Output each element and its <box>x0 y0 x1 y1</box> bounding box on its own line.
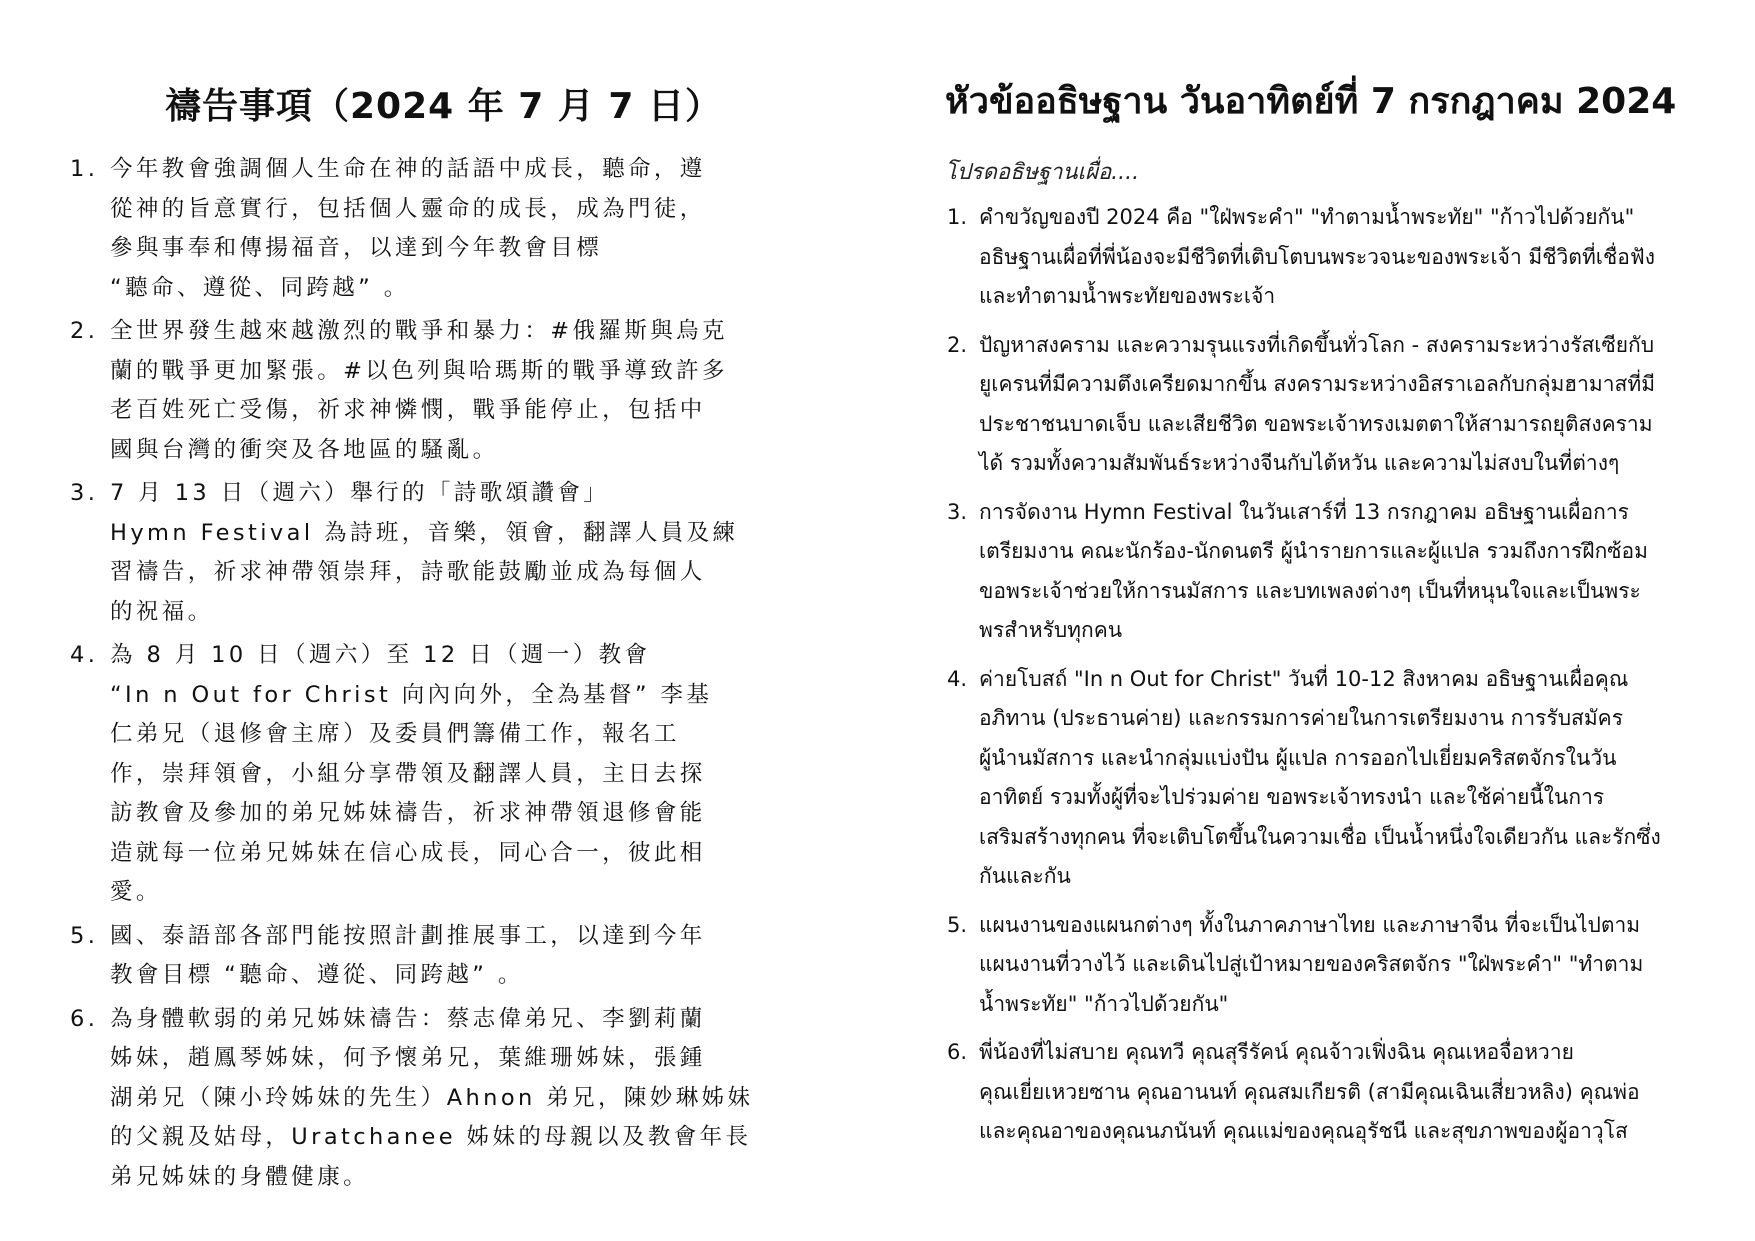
item-number: 6. <box>947 1040 968 1064</box>
item-text: ปัญหาสงคราม และความรุนแรงที่เกิดขึ้นทั่วโลก - สงครามระหว่างรัสเซียกับ ยูเครนที่มีความตึงเครียดมากขึ้น สงครามระหว่างอิสราเอลกับกลุ่มฮามาสที่มี ประชาชนบาดเจ็บ และเสียชีวิต ขอพระเจ้าทรงเมตตาให้สามารถยุติสงคราม ได้ รวมทั้งความสัมพันธ์ระหว่างจีนกับไต้หวัน และความไม่สงบในที่ต่างๆ <box>979 332 1656 475</box>
list-item <box>70 636 810 913</box>
list-item <box>70 474 810 632</box>
list-item <box>945 660 1705 897</box>
item-number: 4. <box>947 666 968 691</box>
item-number: 1. <box>70 156 99 182</box>
item-text: การจัดงาน Hymn Festival ในวันเสาร์ที่ 13 กรกฎาคม อธิษฐานเผื่อการ เตรียมงาน คณะนักร้อง-นักดนตรี ผู้นำรายการและผู้แปล รวมถึงการฝึกซ้อม ขอพระเจ้าช่วยให้การนมัสการ และบทเพลงต่างๆ เป็นที่หนุนใจและเป็นพระ พรสำหรับทุกคน <box>979 499 1648 642</box>
list-item <box>70 150 810 308</box>
item-number: 5. <box>70 922 99 949</box>
item-number: 5. <box>947 912 968 937</box>
thai-subtitle: โปรดอธิษฐานเผื่อ.... <box>945 160 1140 185</box>
item-text: พี่น้องที่ไม่สบาย คุณทวี คุณสุรีรัคน์ คุณจ้าวเฟิ่งฉิน คุณเหอจื่อหวาย คุณเยี่ยเหวยซาน คุณอานนท์ คุณสมเกียรติ (สามีคุณเฉินเสี่ยวหลิง) คุณพ่อ และคุณอาของคุณนภนันท์ คุณแม่ของคุณอุรัชนี และสุขภาพของผู้อาวุโส <box>979 1040 1640 1143</box>
item-number: 4. <box>70 642 99 668</box>
item-number: 1. <box>947 205 968 229</box>
list-item <box>945 326 1705 484</box>
item-number: 2. <box>70 318 99 344</box>
list-item <box>945 198 1705 317</box>
thai-prayer-list <box>945 198 1705 1161</box>
item-text: 今年教會強調個人生命在神的話語中成長，聽命，遵 從神的旨意實行，包括個人靈命的成長，成為門徒， 參與事奉和傳揚福音，以達到今年教會目標 “聽命、遵從、同跨越” 。 <box>110 156 706 301</box>
list-item <box>70 312 810 470</box>
item-text: คำขวัญของปี 2024 คือ "ใฝ่พระคำ" "ทำตามน้ำพระทัย" "ก้าวไปด้วยกัน" อธิษฐานเผื่อที่พี่น้องจะมีชีวิตที่เติบโตบนพระวจนะของพระเจ้า มีชีวิตที่เชื่อฟัง และทำตามน้ำพระทัยของพระเจ้า <box>979 205 1655 308</box>
item-number: 3. <box>947 499 968 524</box>
item-text: 國、泰語部各部門能按照計劃推展事工，以達到今年 教會目標 “聽命、遵從、同跨越” 。 <box>110 922 706 988</box>
thai-title: หัวข้ออธิษฐาน วันอาทิตย์ที่ 7 กรกฎาคม 2024 <box>945 81 1677 122</box>
item-number: 3. <box>70 480 99 506</box>
list-item <box>945 906 1705 1025</box>
chinese-title: 禱告事項（2024 年 7 月 7 日） <box>165 86 722 127</box>
list-item <box>70 917 810 996</box>
list-item <box>945 1033 1705 1152</box>
item-text: 全世界發生越來越激烈的戰爭和暴力：#俄羅斯與烏克 蘭的戰爭更加緊張。#以色列與哈瑪斯的戰爭導致許多 老百姓死亡受傷，祈求神憐憫，戰爭能停止，包括中 國與台灣的衝突及各地區的騷亂。 <box>110 318 728 463</box>
item-text: 7 月 13 日（週六）舉行的「詩歌頌讚會」 Hymn Festival 為詩班，音樂，領會，翻譯人員及練 習禱告，祈求神帶領崇拜，詩歌能鼓勵並成為每個人 的祝福。 <box>110 480 739 625</box>
list-item <box>945 493 1705 651</box>
item-text: ค่ายโบสถ์ "In n Out for Christ" วันที่ 10-12 สิงหาคม อธิษฐานเผื่อคุณ อภิทาน (ประธานค่าย) และกรรมการค่ายในการเตรียมงาน การรับสมัคร ผู้นำนมัสการ และนำกลุ่มแบ่งปัน ผู้แปล การออกไปเยี่ยมคริสตจักรในวัน อาทิตย์ รวมทั้งผู้ที่จะไปร่วมค่าย ขอพระเจ้าทรงนำ และใช้ค่ายนี้ในการ เสริมสร้างทุกคน ที่จะเติบโตขึ้นในความเชื่อ เป็นน้ำหนึ่งใจเดียวกัน และรักซึ่ง กันและกัน <box>979 666 1661 888</box>
chinese-prayer-list <box>70 150 810 1201</box>
item-text: 為身體軟弱的弟兄姊妹禱告：蔡志偉弟兄、李劉莉蘭 姊妹，趙鳳琴姊妹，何予懷弟兄，葉維珊姊妹，張鍾 湖弟兄（陳小玲姊妹的先生）Ahnon 弟兄，陳妙琳姊妹 的父親及姑母，Uratchanee 姊妹的母親以及教會年長 弟兄姊妹的身體健康。 <box>110 1005 754 1190</box>
item-text: 為 8 月 10 日（週六）至 12 日（週一）教會 “In n Out for Christ 向內向外，全為基督” 李基 仁弟兄（退修會主席）及委員們籌備工作，報名工 作，崇拜領會，小組分享帶領及翻譯人員，主日去探 訪教會及參加的弟兄姊妹禱告，祈求神帶領退修會能 造就每一位弟兄姊妹在信心成長，同心合一，彼此相 愛。 <box>110 642 713 905</box>
item-number: 2. <box>947 332 968 357</box>
item-number: 6. <box>70 1005 99 1032</box>
list-item <box>70 1000 810 1198</box>
item-text: แผนงานของแผนกต่างๆ ทั้งในภาคภาษาไทย และภาษาจีน ที่จะเป็นไปตาม แผนงานที่วางไว้ และเดินไปสู่เป้าหมายของคริสตจักร "ใฝ่พระคำ" "ทำตาม น้ำพระทัย" "ก้าวไปด้วยกัน" <box>979 912 1644 1016</box>
